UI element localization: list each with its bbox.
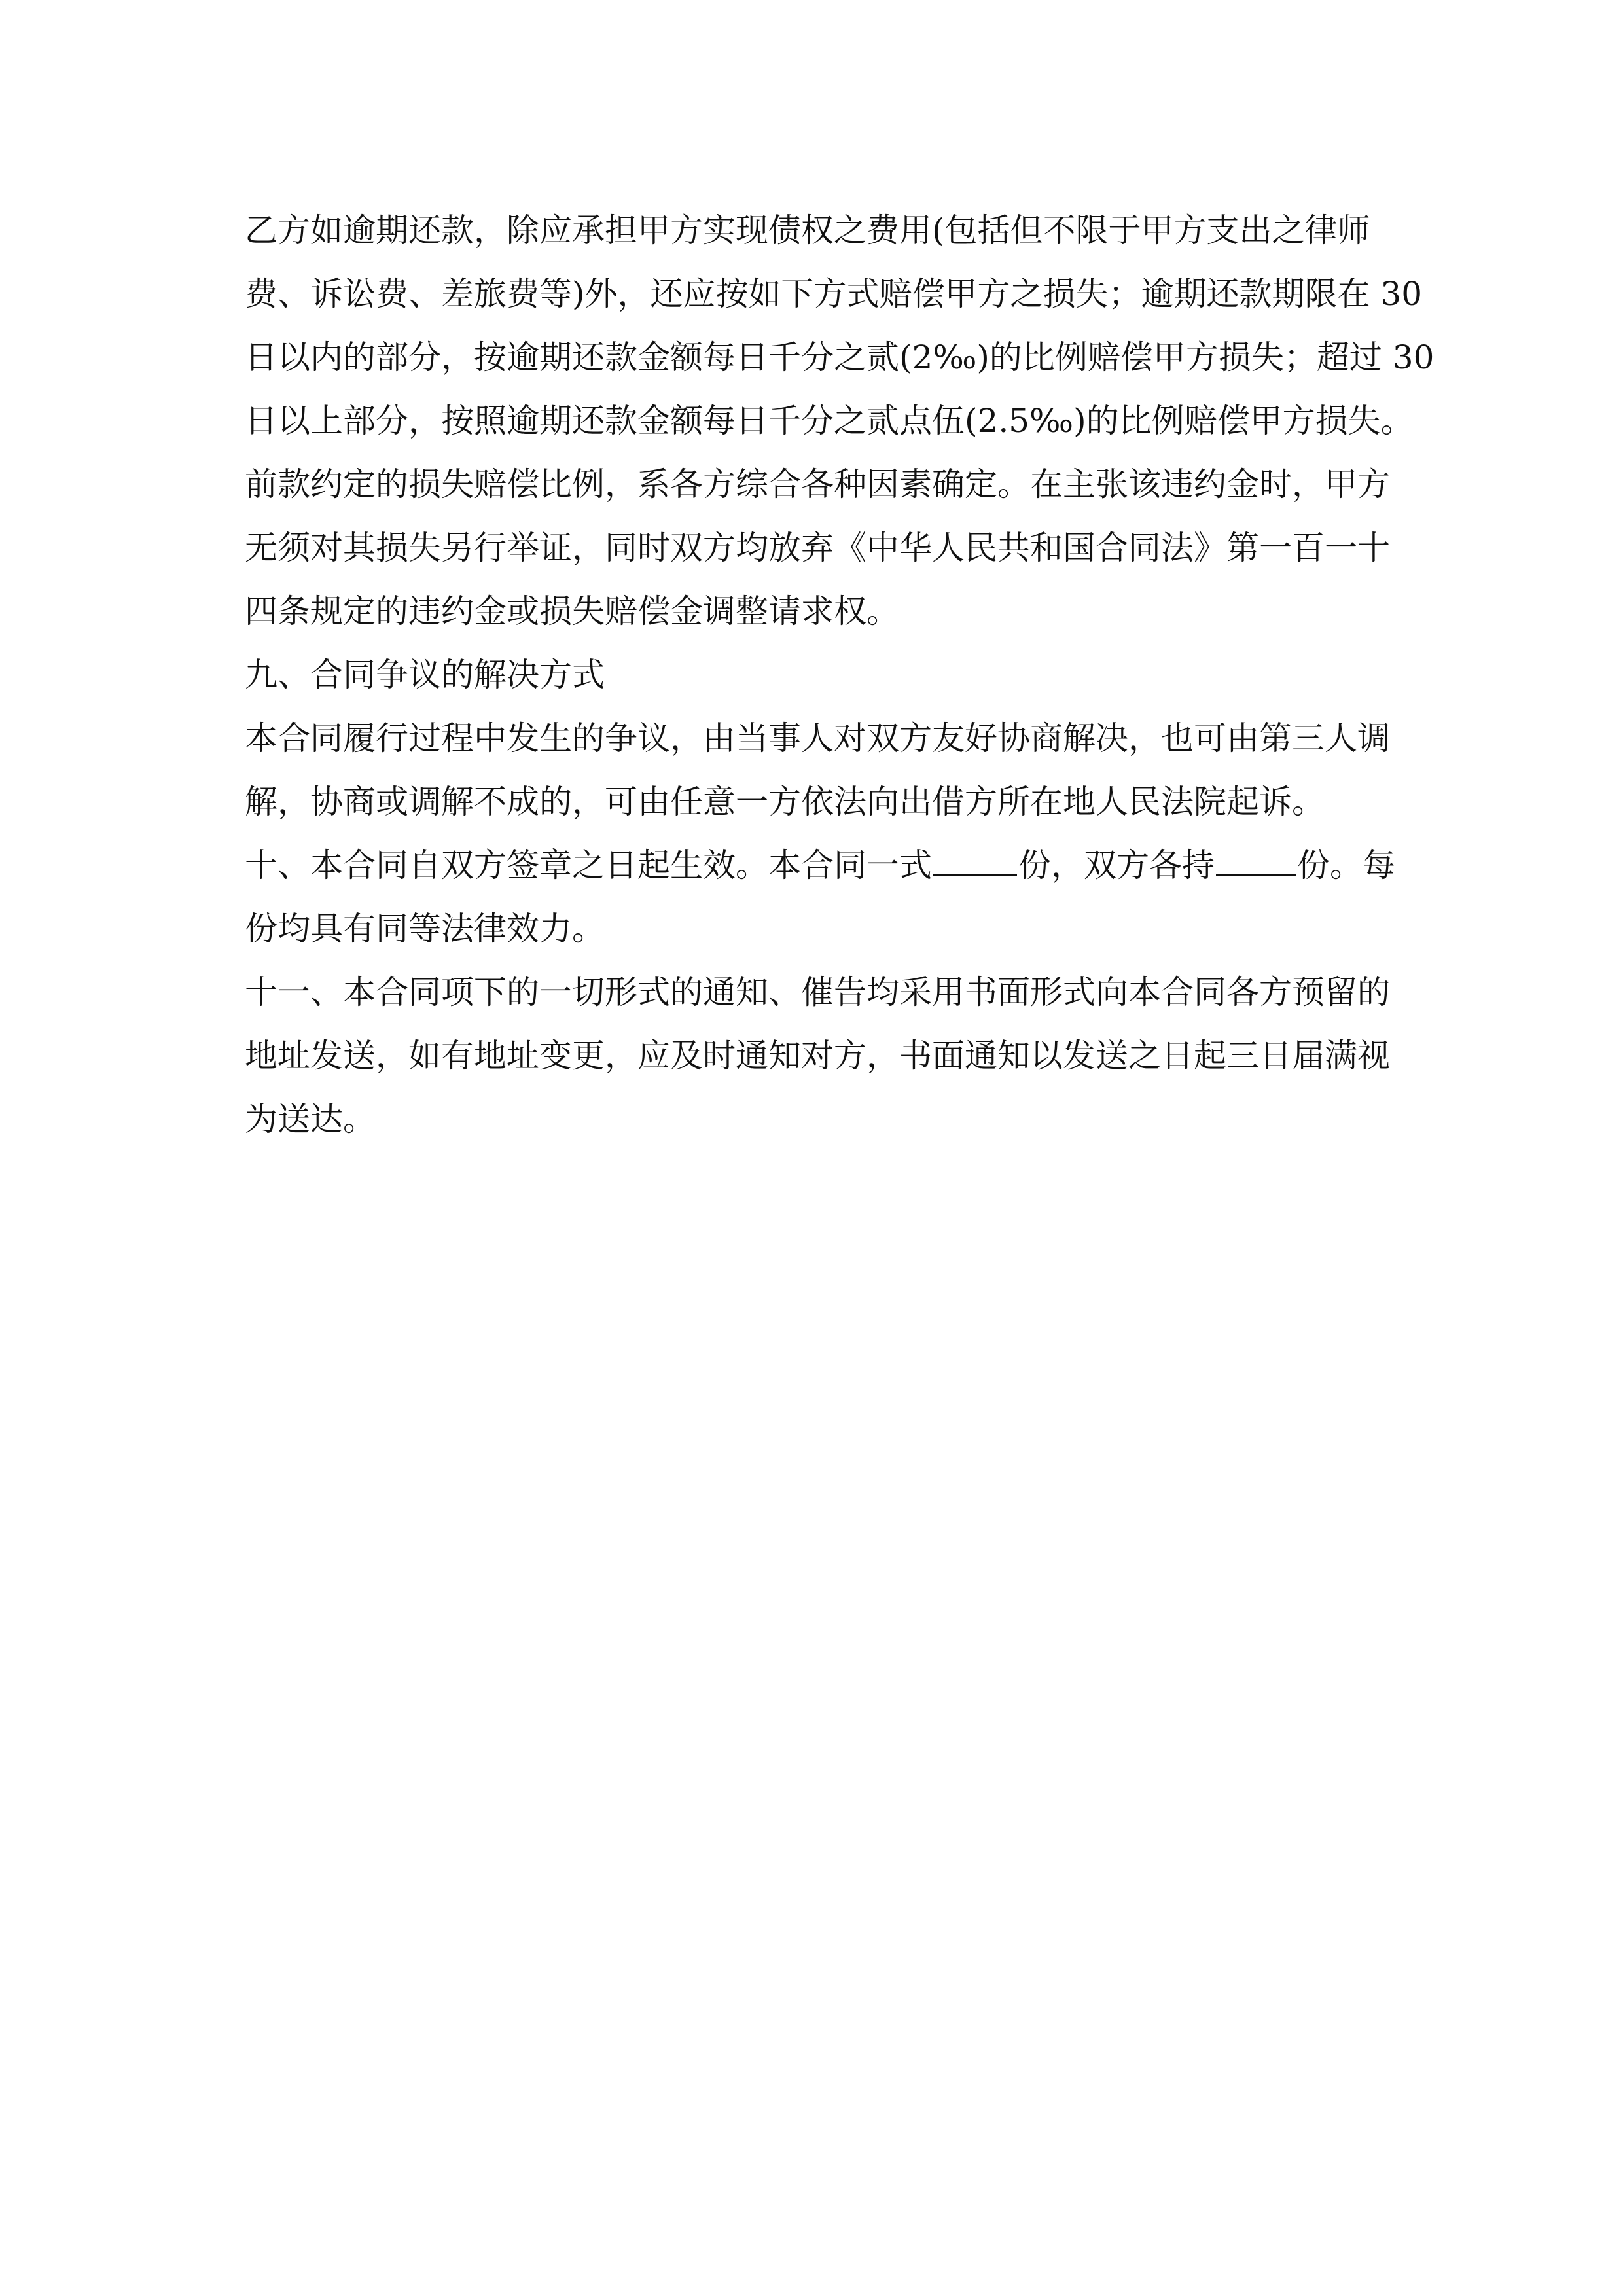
section-heading: 九、合同争议的解决方式 — [245, 656, 605, 694]
text-line: 解，协商或调解不成的，可由任意一方依法向出借方所在地人民法院起诉。 — [245, 783, 1325, 821]
text-line: 费、诉讼费、差旅费等)外，还应按如下方式赔偿甲方之损失；逾期还款期限在 30 — [245, 275, 1423, 313]
text-line: 十一、本合同项下的一切形式的通知、催告均采用书面形式向本合同各方预留的 — [245, 973, 1390, 1011]
text-line: 本合同履行过程中发生的争议，由当事人对双方友好协商解决，也可由第三人调 — [245, 719, 1390, 757]
text-line: 为送达。 — [245, 1100, 376, 1138]
text-line: 份均具有同等法律效力。 — [245, 910, 605, 948]
text-line: 地址发送，如有地址变更，应及时通知对方，书面通知以发送之日起三日届满视 — [245, 1037, 1390, 1075]
clause-ten-text-1: 十、本合同自双方签章之日起生效。本合同一式 — [245, 846, 932, 884]
text-line: 四条规定的违约金或损失赔偿金调整请求权。 — [245, 592, 899, 630]
text-line: 日以上部分，按照逾期还款金额每日千分之贰点伍(2.5‰)的比例赔偿甲方损失。 — [245, 402, 1414, 440]
clause-ten-line — [245, 834, 1395, 897]
copies-total-blank[interactable] — [933, 836, 1017, 876]
text-line: 日以内的部分，按逾期还款金额每日千分之贰(2‰)的比例赔偿甲方损失；超过 30 — [245, 338, 1435, 376]
document-body — [245, 199, 1435, 1151]
clause-ten-text-2: 份，双方各持 — [1018, 846, 1215, 884]
text-line: 前款约定的损失赔偿比例，系各方综合各种因素确定。在主张该违约金时，甲方 — [245, 465, 1390, 503]
copies-each-blank[interactable] — [1216, 836, 1296, 876]
clause-ten-text-3: 份。每 — [1297, 846, 1395, 884]
text-line: 无须对其损失另行举证，同时双方均放弃《中华人民共和国合同法》第一百一十 — [245, 529, 1390, 567]
text-line: 乙方如逾期还款，除应承担甲方实现债权之费用(包括但不限于甲方支出之律师 — [245, 211, 1370, 249]
